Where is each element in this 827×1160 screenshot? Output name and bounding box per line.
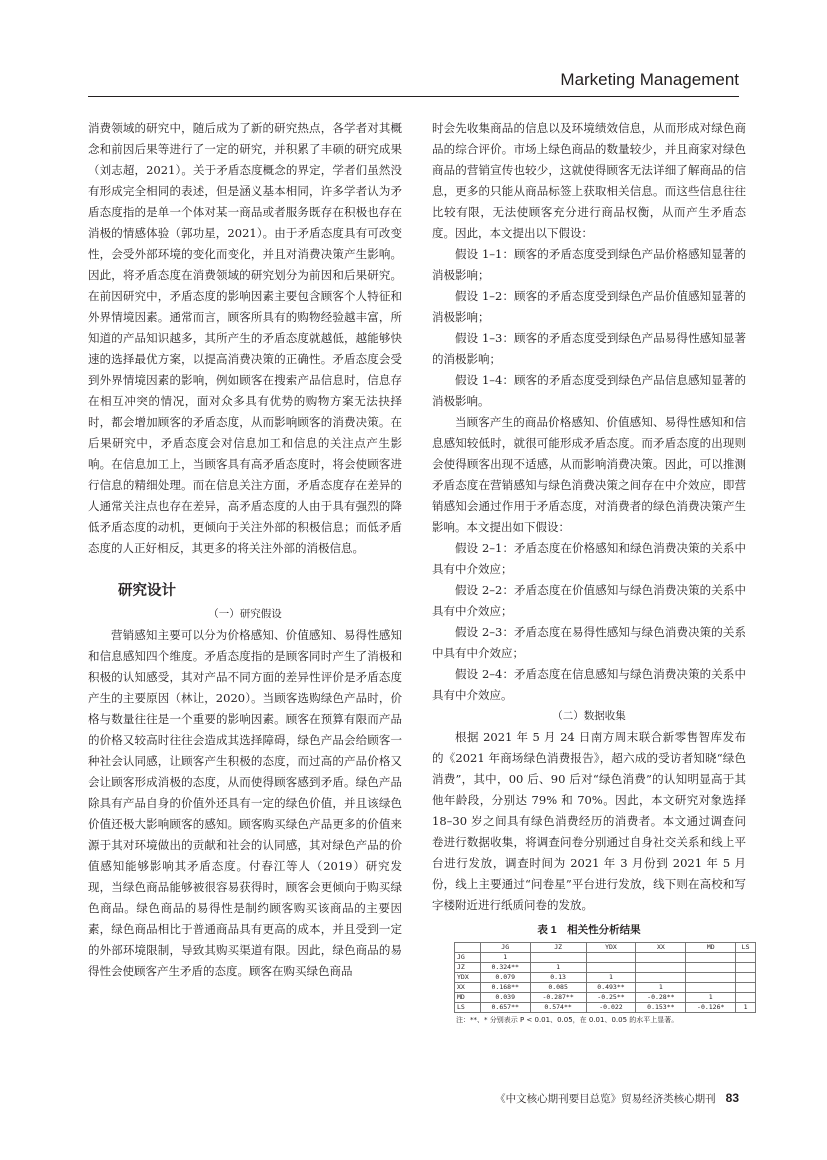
hypothesis-2-2: 假设 2–2：矛盾态度在价值感知与绿色消费决策的关系中具有中介效应； xyxy=(432,583,746,618)
body-paragraph: 营销感知主要可以分为价格感知、价值感知、易得性感知和信息感知四个维度。矛盾态度指的是顾客同时产生了消极和积极的认知感受，其对产品不同方面的差异性评价是矛盾态度产生的主要原因（林让，2020）。当顾客选购绿色产品时，价格与数量往往是一个重要的影响因素。顾客在预算有限而产品的价格又较高时往往会造成其选择障碍，绿色产品会给顾客一种社会认同感，让顾客产生积极的态度，而过高的产品价格又会让顾客形成消极的态度，从而使得顾客感到矛盾。绿色产品除具有产品自身的价值外还具有一定的绿色价值，并且该绿色价值还极大影响顾客的感知。顾客购买绿色产品更多的价值来源于其对环境做出的贡献和社会的认同感，其对绿色产品的价值感知能够影响其矛盾态度。付春江等人（2019）研究发现，当绿色商品能够被很容易获得时，顾客会更倾向于购买绿色商品。绿色商品的易得性是制约顾客购买该商品的主要因素，绿色商品相比于普通商品具有更高的成本，并且受到一定的外部环境限制，导致其购买渠道有限。因此，绿色商品的易得性会使顾客产生矛盾的态度。顾客在购买绿色商品 xyxy=(88,628,402,978)
table-header-row xyxy=(455,943,756,953)
table-cell xyxy=(736,993,756,1003)
table-column-header: MD xyxy=(686,943,736,953)
table-cell: -0.022 xyxy=(586,1003,636,1013)
table-header xyxy=(455,943,756,953)
table-row xyxy=(455,983,756,993)
hypothesis-2-3: 假设 2–3：矛盾态度在易得性感知与绿色消费决策的关系中具有中介效应； xyxy=(432,625,746,660)
hypothesis-1-1: 假设 1–1：顾客的矛盾态度受到绿色产品价格感知显著的消极影响； xyxy=(432,247,746,282)
page-footer xyxy=(495,1091,739,1106)
table-column-header: XX xyxy=(636,943,686,953)
right-column xyxy=(432,118,750,1026)
table-cell xyxy=(736,953,756,963)
table-body xyxy=(455,953,756,1013)
table-cell: 0.13 xyxy=(530,973,586,983)
table-cell: 0.039 xyxy=(480,993,530,1003)
table-cell xyxy=(736,963,756,973)
body-paragraph: 消费领域的研究中，随后成为了新的研究热点，各学者对其概念和前因后果等进行了一定的研究，并积累了丰硕的研究成果（刘志超，2021）。关于矛盾态度概念的界定，学者们虽然没有形成完全相同的表述，但是涵义基本相同，许多学者认为矛盾态度指的是单一个体对某一商品或者服务既存在积极也存在消极的情感体验（郭功星，2021）。由于矛盾态度具有可改变性，会受外部环境的变化而变化，并且对消费决策产生影响。因此，将矛盾态度在消费领域的研究划分为前因和后果研究。在前因研究中，矛盾态度的影响因素主要包含顾客个人特征和外界情境因素。通常而言，顾客所具有的购物经验越丰富，所知道的产品知识越多，其所产生的矛盾态度就越低，越能够快速的选择最优方案，以提高消费决策的正确性。矛盾态度会受到外界情境因素的影响，例如顾客在搜索产品信息时，信息存在相互冲突的情况，面对众多具有优势的购物方案无法抉择时，都会增加顾客的矛盾态度，从而影响顾客的消费决策。在后果研究中，矛盾态度会对信息加工和信息的关注点产生影响。在信息加工上，当顾客具有高矛盾态度时，将会使顾客进行信息的精细处理。而在信息关注方面，矛盾态度存在差异的人通常关注点也存在差异，高矛盾态度的人由于具有强烈的降低矛盾态度的动机，更倾向于关注外部的积极信息；而低矛盾态度的人正好相反，其更多的将关注外部的消极信息。 xyxy=(88,121,402,555)
body-paragraph: 当顾客产生的商品价格感知、价值感知、易得性感知和信息感知较低时，就很可能形成矛盾态度。而矛盾态度的出现则会使得顾客出现不适感，从而影响消费决策。因此，可以推测矛盾态度在营销感知与绿色消费决策之间存在中介效应，即营销感知会通过作用于矛盾态度，对消费者的绿色消费决策产生影响。本文提出如下假设： xyxy=(432,415,746,534)
table-cell: -0.287** xyxy=(530,993,586,1003)
running-header-title: Marketing Management xyxy=(560,70,739,89)
left-column xyxy=(88,118,402,982)
page-number: 83 xyxy=(725,1091,739,1105)
hypothesis-2-1: 假设 2–1：矛盾态度在价格感知和绿色消费决策的关系中具有中介效应； xyxy=(432,541,746,576)
table-cell: 1 xyxy=(586,973,636,983)
table-cell: -0.25** xyxy=(586,993,636,1003)
table-row xyxy=(455,963,756,973)
table-cell xyxy=(530,953,586,963)
table-cell: 1 xyxy=(636,983,686,993)
table-cell: 1 xyxy=(480,953,530,963)
table-row-header: JZ xyxy=(455,963,481,973)
table-caption: 表 1 相关性分析结果 xyxy=(537,924,641,936)
table-row-header: XX xyxy=(455,983,481,993)
table-cell xyxy=(636,973,686,983)
table-cell: 0.324** xyxy=(480,963,530,973)
hypothesis-1-4: 假设 1–4：顾客的矛盾态度受到绿色产品信息感知显著的消极影响。 xyxy=(432,373,746,408)
table-column-header: JZ xyxy=(530,943,586,953)
footer-journal: 《中文核心期刊要目总览》贸易经济类核心期刊 xyxy=(495,1093,716,1105)
table-cell: 0.493** xyxy=(586,983,636,993)
table-column-header: LS xyxy=(736,943,756,953)
subsection-title: （一）研究假设 xyxy=(208,608,282,620)
table-cell: 1 xyxy=(530,963,586,973)
table-cell xyxy=(686,953,736,963)
table-cell xyxy=(636,953,686,963)
header-rule xyxy=(88,96,739,97)
table-cell: 0.153** xyxy=(636,1003,686,1013)
table-row-header: MD xyxy=(455,993,481,1003)
table-row-header: JG xyxy=(455,953,481,963)
table-cell xyxy=(586,953,636,963)
table-column-header: JG xyxy=(480,943,530,953)
table-column-header xyxy=(455,943,481,953)
table-cell xyxy=(686,983,736,993)
table-cell xyxy=(586,963,636,973)
table-note: 注：**、* 分别表示 P < 0.01、0.05，在 0.01、0.05 的水平上显著。 xyxy=(456,1016,679,1024)
table-cell: 0.574** xyxy=(530,1003,586,1013)
table-cell: 1 xyxy=(736,1003,756,1013)
table-cell xyxy=(686,963,736,973)
hypothesis-1-2: 假设 1–2：顾客的矛盾态度受到绿色产品价值感知显著的消极影响； xyxy=(432,289,746,324)
table-cell: 0.079 xyxy=(480,973,530,983)
table-cell: -0.126* xyxy=(686,1003,736,1013)
table-row-header: LS xyxy=(455,1003,481,1013)
table-cell: -0.28** xyxy=(636,993,686,1003)
table-cell xyxy=(636,963,686,973)
body-paragraph: 时会先收集商品的信息以及环境绩效信息，从而形成对绿色商品的综合评价。市场上绿色商品的数量较少，并且商家对绿色商品的营销宣传也较少，这就使得顾客无法详细了解商品的信息，更多的只能从商品标签上获取相关信息。而这些信息往往比较有限，无法使顾客充分进行商品权衡，从而产生矛盾态度。因此，本文提出以下假设： xyxy=(432,121,746,240)
table-cell xyxy=(686,973,736,983)
table-row xyxy=(455,973,756,983)
table-cell: 0.085 xyxy=(530,983,586,993)
table-row xyxy=(455,953,756,963)
hypothesis-2-4: 假设 2–4：矛盾态度在信息感知与绿色消费决策的关系中具有中介效应。 xyxy=(432,667,746,702)
body-paragraph: 根据 2021 年 5 月 24 日南方周末联合新零售智库发布的《2021 年商场绿色消费报告》，超六成的受访者知晓“绿色消费”，其中，00 后、90 后对“绿色消费”的认知明显高于其他年龄段，分别达 79% 和 70%。因此，本文研究对象选择 18–30 岁之间具有绿色消费经历的消费者。本文通过调查问卷进行数据收集，将调查问卷分别通过自身社交关系和线上平台进行发放，调查时间为 2021 年 3 月份到 2021 年 5 月份，线上主要通过“问卷星”平台进行发放，线下则在高校和写字楼附近进行纸质问卷的发放。 xyxy=(432,730,746,912)
table-cell: 0.657** xyxy=(480,1003,530,1013)
table-cell xyxy=(736,983,756,993)
section-title: 研究设计 xyxy=(118,583,176,599)
subsection-title: （二）数据收集 xyxy=(552,710,626,722)
hypothesis-1-3: 假设 1–3：顾客的矛盾态度受到绿色产品易得性感知显著的消极影响； xyxy=(432,331,746,366)
correlation-table-block xyxy=(432,922,750,1026)
table-cell: 0.168** xyxy=(480,983,530,993)
table-row-header: YDX xyxy=(455,973,481,983)
table-column-header: YDX xyxy=(586,943,636,953)
table-cell: 1 xyxy=(686,993,736,1003)
table-cell xyxy=(736,973,756,983)
correlation-table xyxy=(454,942,756,1013)
table-row xyxy=(455,1003,756,1013)
table-row xyxy=(455,993,756,1003)
